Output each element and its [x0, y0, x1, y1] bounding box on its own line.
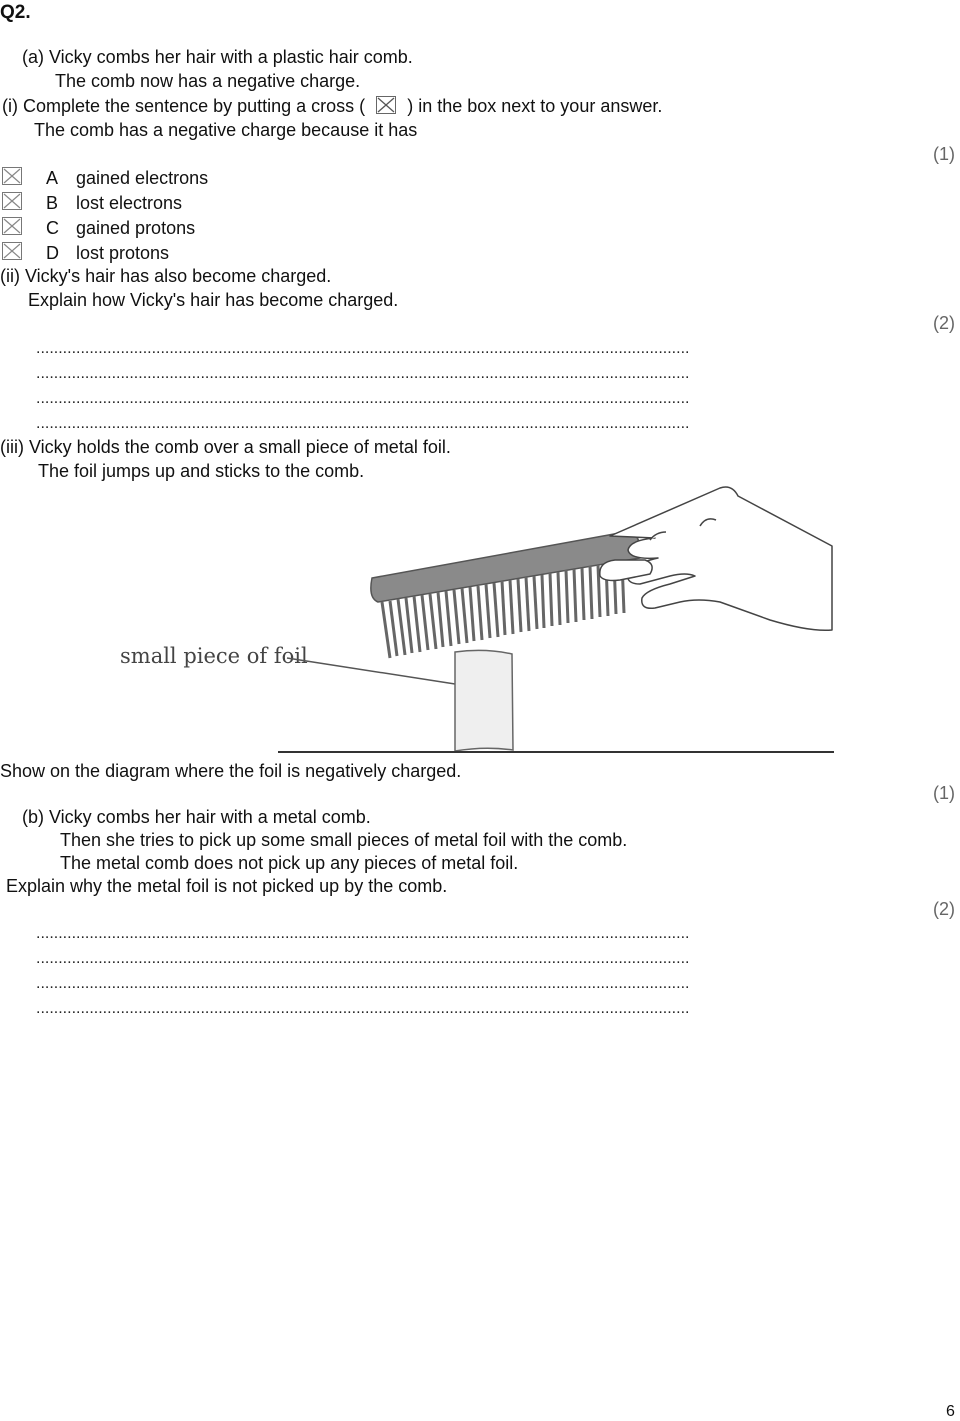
option-d-letter: D [46, 243, 59, 263]
part-b-line4: Explain why the metal foil is not picked up by the comb. [6, 876, 448, 896]
part-i-prompt [2, 95, 662, 117]
part-iii-instruction: Show on the diagram where the foil is negatively charged. [0, 761, 462, 781]
answer-line[interactable]: ................................................................................................................................................... [36, 1000, 690, 1017]
part-iii-line2: The foil jumps up and sticks to the comb. [38, 461, 365, 481]
answer-line[interactable]: ................................................................................................................................................... [36, 950, 690, 967]
answer-line[interactable]: ................................................................................................................................................... [36, 340, 690, 357]
part-ii-line2: Explain how Vicky's hair has become charged. [28, 290, 399, 310]
option-a-letter: A [46, 168, 59, 188]
part-b-line2: Then she tries to pick up some small pieces of metal foil with the comb. [60, 830, 628, 850]
part-i-stem: The comb has a negative charge because it has [34, 120, 418, 140]
part-i-prompt-after: ) in the box next to your answer. [407, 96, 663, 116]
option-a-checkbox[interactable] [2, 167, 22, 185]
foil-label: small piece of foil [120, 644, 308, 668]
page-number: 6 [946, 1403, 955, 1420]
part-ii-line1: (ii) Vicky's hair has also become charged. [0, 266, 332, 286]
part-iii-line1: (iii) Vicky holds the comb over a small piece of metal foil. [0, 437, 451, 457]
answer-line[interactable]: ................................................................................................................................................... [36, 390, 690, 407]
option-b-letter: B [46, 193, 59, 213]
answer-line[interactable]: ................................................................................................................................................... [36, 975, 690, 992]
part-i-prompt-before: (i) Complete the sentence by putting a cross ( [2, 96, 366, 116]
part-a-intro-line1: (a) Vicky combs her hair with a plastic hair comb. [22, 47, 413, 67]
answer-line[interactable]: ................................................................................................................................................... [36, 415, 690, 432]
comb-foil-diagram[interactable] [110, 480, 840, 758]
option-c-checkbox[interactable] [2, 217, 22, 235]
part-b-line3: The metal comb does not pick up any pieces of metal foil. [60, 853, 519, 873]
option-d-checkbox[interactable] [2, 242, 22, 260]
option-b [46, 192, 182, 214]
part-b-marks: (2) [933, 899, 955, 919]
option-c-text: gained protons [76, 218, 196, 238]
part-b-line1: (b) Vicky combs her hair with a metal comb. [22, 807, 371, 827]
part-i-marks: (1) [933, 144, 955, 164]
option-d [46, 242, 169, 264]
cross-box-example-icon [376, 96, 396, 114]
option-a [46, 167, 208, 189]
option-c [46, 217, 195, 239]
option-c-letter: C [46, 218, 59, 238]
part-ii-marks: (2) [933, 313, 955, 333]
foil-piece [455, 650, 513, 751]
part-iii-marks: (1) [933, 783, 955, 803]
answer-line[interactable]: ................................................................................................................................................... [36, 365, 690, 382]
option-a-text: gained electrons [76, 168, 209, 188]
question-label: Q2. [0, 2, 31, 23]
option-d-text: lost protons [76, 243, 170, 263]
part-a-intro-line2: The comb now has a negative charge. [55, 71, 361, 91]
option-b-text: lost electrons [76, 193, 183, 213]
answer-line[interactable]: ................................................................................................................................................... [36, 925, 690, 942]
option-b-checkbox[interactable] [2, 192, 22, 210]
